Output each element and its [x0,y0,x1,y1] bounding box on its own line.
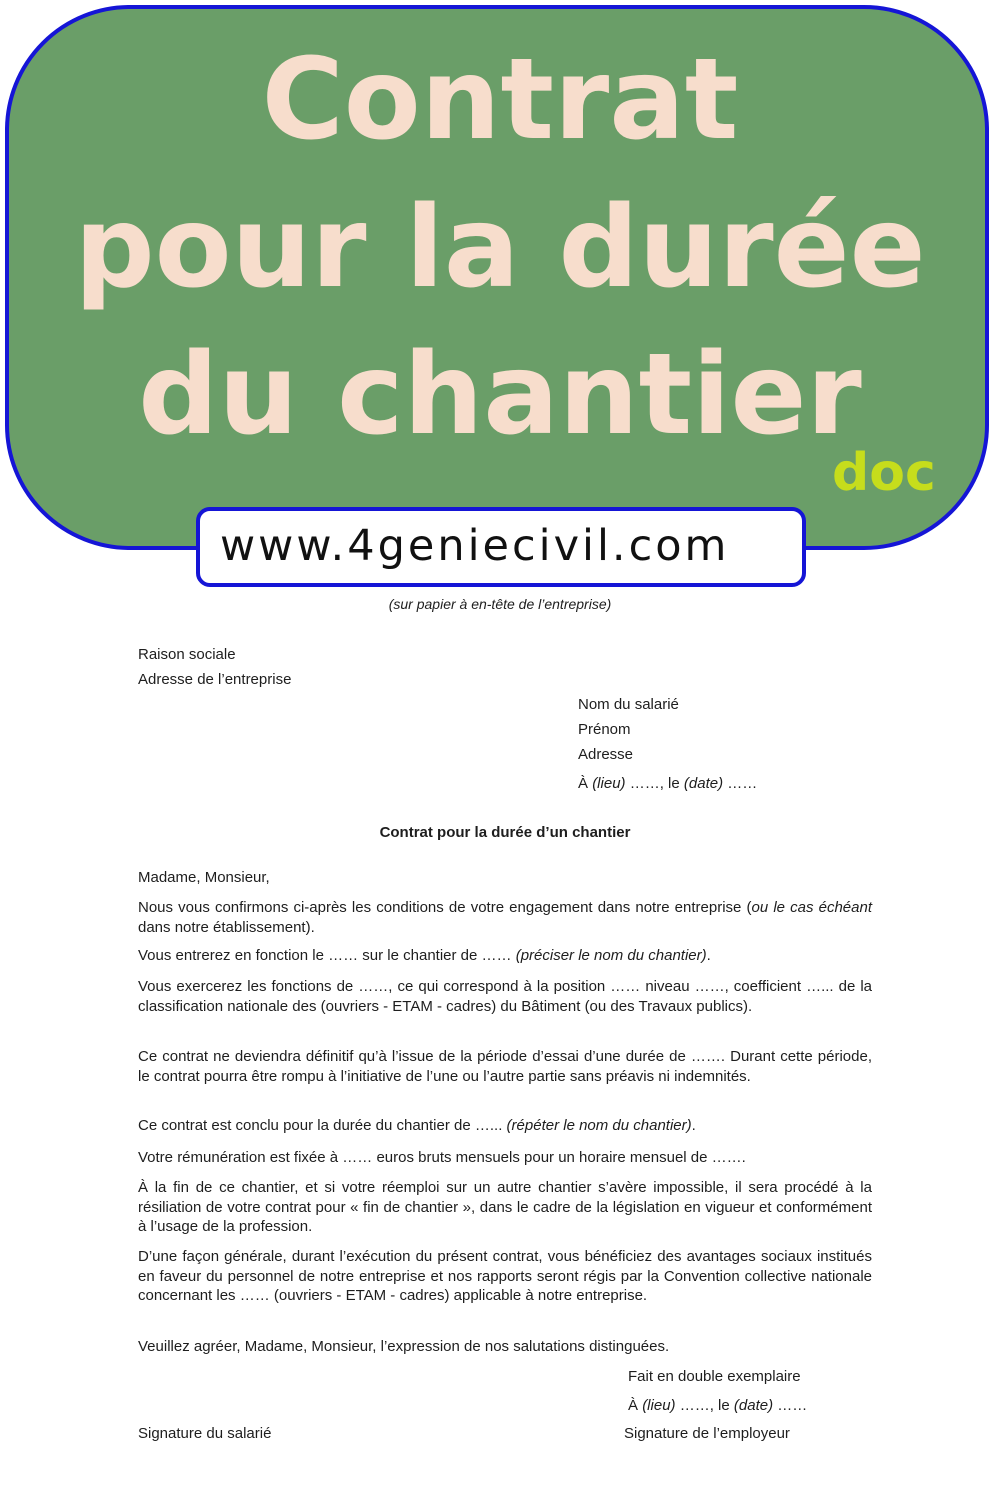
paragraph-duration: Ce contrat est conclu pour la durée du chantier de …... (répéter le nom du chantier). [138,1117,696,1134]
paragraph-end-of-site: À la fin de ce chantier, et si votre réemploi sur un autre chantier s’avère impossible, il sera procédé à la résiliation de votre contrat pour « fin de chantier », dans le cadre de la législation en vigueur et conformément à l’usage de la profession. [138,1179,872,1235]
banner-title-line-3: du chantier [138,330,862,460]
letter-title: Contrat pour la durée d’un chantier [379,824,631,841]
paragraph-trial-period: Ce contrat ne deviendra définitif qu’à l’issue de la période d’essai d’une durée de ……. Durant cette période, le contrat pourra être rompu à l’initiative de l’une ou l’autre partie sans préavis ni indemnités. [138,1048,872,1085]
paragraph-start-date: Vous entrerez en fonction le …… sur le chantier de …… (préciser le nom du chantier). [138,947,711,964]
letterhead-note: (sur papier à en-tête de l’entreprise) [388,596,612,612]
paragraph-social-benefits: D’une façon générale, durant l’exécution du présent contrat, vous bénéficiez des avantages sociaux institués en faveur du personnel de notre entreprise et nos rapports seront régis par la Convention collective nationale concernant les …… (ouvriers - ETAM - cadres) applicable à notre entreprise. [138,1248,872,1304]
doc-format-tag: doc [832,443,936,503]
banner-title-line-1: Contrat [261,35,739,165]
banner-title-line-2: pour la durée [74,183,926,313]
paragraph-engagement: Nous vous confirmons ci-après les conditions de votre engagement dans notre entreprise (ou le cas échéant dans notre établissement). [138,899,872,936]
employer-signature: Signature de l’employeur [624,1425,790,1442]
employee-name: Nom du salarié [578,696,679,713]
employee-signature: Signature du salarié [138,1425,272,1442]
duplicate-note: Fait en double exemplaire [628,1368,801,1385]
employee-firstname: Prénom [578,721,631,738]
closing-formula: Veuillez agréer, Madame, Monsieur, l’expression de nos salutations distinguées. [138,1338,670,1355]
company-address: Adresse de l’entreprise [138,671,292,688]
paragraph-salary: Votre rémunération est fixée à …… euros bruts mensuels pour un horaire mensuel de ……. [138,1149,746,1166]
website-url[interactable]: www.4geniecivil.com [220,521,730,571]
paragraph-functions: Vous exercerez les fonctions de ……, ce qui correspond à la position …… niveau ……, coefficient …... de la classification nationale des (ouvriers - ETAM - cadres) du Bâtiment (ou des Travaux publics). [138,978,872,1015]
employee-address: Adresse [578,746,634,763]
place-date-line: À (lieu) ……, le (date) …… [578,775,758,792]
salutation: Madame, Monsieur, [138,869,270,886]
place-date-line-signature: À (lieu) ……, le (date) …… [628,1397,808,1414]
company-name: Raison sociale [138,646,236,663]
